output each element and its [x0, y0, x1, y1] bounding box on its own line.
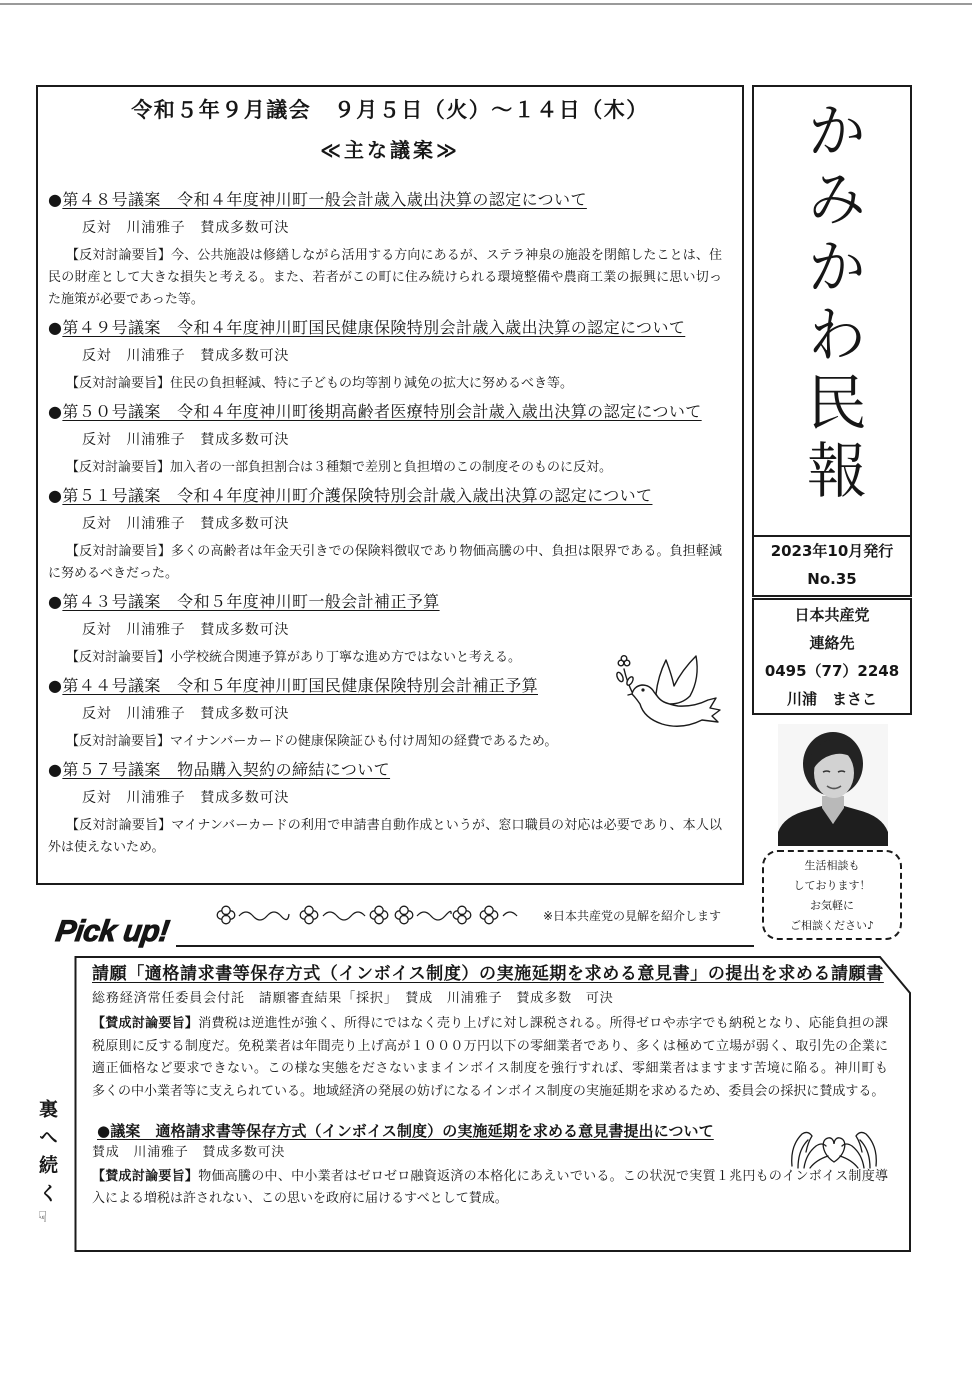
- discussion-line: [48, 289, 722, 311]
- discussion-line: [92, 1166, 888, 1188]
- discussion-text: 小学校統合関連予算があり丁寧な進め方ではないと考える。: [170, 650, 522, 665]
- discussion-line: [48, 815, 722, 837]
- discussion-text: 入による増税は許されない、この思いを政府に届けるすべとして賛成。: [92, 1191, 508, 1206]
- discussion-label: 【反対討論要旨】: [66, 376, 171, 391]
- bullet-icon: ●: [48, 592, 63, 611]
- bullet-icon: ●: [48, 402, 63, 421]
- petition-committee-result: 総務経済常任委員会付託 請願審査結果「採択」 賛成 川浦雅子 賛成多数 可決: [92, 991, 614, 1006]
- discussion-summary: [48, 541, 722, 585]
- petition-heading: 請願「適格請求書等保存方式（インボイス制度）の実施延期を求める意見書」の提出を求める請願書: [92, 964, 884, 984]
- bullet-icon: ●: [48, 760, 63, 779]
- vote-result: 反対 川浦雅子 賛成多数可決: [82, 706, 290, 722]
- agenda-subtitle: ≪主な議案≫: [320, 138, 460, 162]
- discussion-text: 税原則に反する制度だ。免税業者は年間売り上げ高が１０００万円以下の零細業者であり、多くは極めて立場が弱く、取引先の企業に: [92, 1038, 888, 1054]
- contact-name: 川浦 まさこ: [786, 690, 877, 708]
- agenda-item-title: 第４８号議案 令和４年度神川町一般会計歳入歳出決算の認定について: [62, 190, 587, 209]
- discussion-text: 多くの高齢者は年金天引きでの保険料徴収であり物価高騰の中、負担は限界である。負担軽減: [170, 544, 722, 559]
- masthead: [752, 85, 912, 597]
- agenda-item-title: 第４４号議案 令和５年度神川町国民健康保険特別会計補正予算: [62, 676, 538, 695]
- agenda-item-title: 第５１号議案 令和４年度神川町介護保険特別会計歳入歳出決算の認定について: [62, 486, 653, 505]
- discussion-line: [48, 563, 722, 585]
- newsletter-title: かみかわ民報: [797, 99, 867, 507]
- discussion-text: 加入者の一部負担割合は３種類で差別と負担増のこの制度そのものに反対。: [170, 460, 613, 475]
- discussion-text: 消費税は逆進性が強く、所得にではなく売り上げに対し課税される。所得ゼロや赤字でも納税となり、応能負担の課: [198, 1016, 888, 1031]
- discussion-line: [92, 1013, 888, 1036]
- vote-result: 反対 川浦雅子 賛成多数可決: [82, 348, 290, 364]
- masthead-title-cell: [754, 87, 910, 537]
- discussion-label: 【反対討論要旨】: [66, 818, 172, 833]
- discussion-label: 【反対討論要旨】: [66, 460, 171, 475]
- discussion-line: [92, 1188, 888, 1210]
- agenda-item-heading: [48, 482, 722, 510]
- bubble-line: お気軽に: [810, 899, 854, 912]
- agenda-item: [48, 756, 722, 859]
- agenda-item-title: 第５７号議案 物品購入契約の締結について: [62, 760, 391, 779]
- discussion-text: 今、公共施設は修繕しながら活用する方向にあるが、ステラ神泉の施設を閉館したことは、住: [171, 248, 722, 263]
- agenda-item: [48, 482, 722, 585]
- phone-number: 0495（77）2248: [764, 662, 900, 680]
- discussion-text: マイナンバーカードの利用で申請書自動作成というが、窓口職員の対応は必要であり、本人以: [171, 818, 722, 833]
- discussion-text: マイナンバーカードの健康保険証ひも付け周知の経費であるため。: [170, 734, 558, 749]
- motion-vote-result: 賛成 川浦雅子 賛成多数可決: [92, 1145, 286, 1160]
- agenda-item: [48, 398, 722, 479]
- party-name: 日本共産党: [794, 606, 870, 624]
- agenda-item: [48, 314, 722, 395]
- vote-result: 反対 川浦雅子 賛成多数可決: [82, 432, 290, 448]
- agenda-item-heading: [48, 588, 722, 616]
- discussion-line: [48, 837, 722, 859]
- agenda-item-heading: [48, 314, 722, 342]
- petition-discussion: [92, 1013, 888, 1104]
- dove-icon: [612, 650, 722, 736]
- discussion-line: [48, 267, 722, 289]
- vote-result: 反対 川浦雅子 賛成多数可決: [82, 220, 290, 236]
- vote-result: 反対 川浦雅子 賛成多数可決: [82, 790, 290, 806]
- discussion-text: 住民の負担軽減、特に子どもの均等割り減免の拡大に努めるべき等。: [170, 376, 574, 391]
- hand-pointing-down-icon: [38, 1208, 47, 1226]
- clover-vine-icon: [205, 900, 525, 930]
- discussion-line: [92, 1058, 888, 1081]
- bullet-icon: ●: [48, 318, 63, 337]
- agenda-item-title: 第５０号議案 令和４年度神川町後期高齢者医療特別会計歳入歳出決算の認定について: [62, 402, 702, 421]
- motion-heading: ●議案 適格請求書等保存方式（インボイス制度）の実施延期を求める意見書提出について: [97, 1122, 714, 1140]
- continued-on-back: 裏へ続く: [36, 1099, 58, 1211]
- portrait-photo: [778, 724, 888, 846]
- discussion-label: 【賛成討論要旨】: [92, 1169, 199, 1184]
- pickup-rule: [176, 945, 754, 947]
- bullet-icon: ●: [48, 676, 63, 695]
- discussion-label: 【反対討論要旨】: [66, 248, 172, 263]
- agenda-item-heading: [48, 398, 722, 426]
- bubble-line: しております！: [793, 879, 871, 892]
- issue-date: 2023年10月発行: [770, 542, 894, 560]
- vote-result: 反対 川浦雅子 賛成多数可決: [82, 622, 290, 638]
- heart-hands-icon: [786, 1122, 882, 1170]
- contact-box: [752, 598, 912, 715]
- bubble-line: 生活相談も: [804, 859, 860, 872]
- discussion-line: [48, 457, 722, 479]
- bullet-icon: ●: [48, 486, 63, 505]
- discussion-summary: [48, 373, 722, 395]
- agenda-title: 令和５年９月議会 ９月５日（火）～１４日（木）: [131, 98, 649, 122]
- agenda-list: [48, 186, 722, 862]
- issue-info: [754, 537, 910, 593]
- discussion-line: [92, 1036, 888, 1059]
- agenda-item-title: 第４９号議案 令和４年度神川町国民健康保険特別会計歳入歳出決算の認定について: [62, 318, 686, 337]
- agenda-item-heading: [48, 756, 722, 784]
- discussion-label: 【反対討論要旨】: [66, 650, 171, 665]
- bubble-line: ご相談ください♪: [789, 919, 875, 932]
- agenda-item: [48, 186, 722, 311]
- agenda-box: [36, 85, 744, 885]
- discussion-line: [92, 1081, 888, 1104]
- discussion-label: 【反対討論要旨】: [66, 734, 171, 749]
- issue-number: No.35: [807, 570, 857, 588]
- discussion-label: 【反対討論要旨】: [66, 544, 171, 559]
- discussion-label: 【賛成討論要旨】: [92, 1016, 199, 1031]
- discussion-line: [48, 245, 722, 267]
- agenda-item-heading: [48, 186, 722, 214]
- contact-label: 連絡先: [809, 634, 855, 652]
- discussion-line: [48, 373, 722, 395]
- discussion-summary: [48, 815, 722, 859]
- pickup-badge: Pick up!: [53, 915, 172, 948]
- discussion-text: 民の財産として大きな損失と考える。また、若者がこの町に住み続けられる環境整備や農商工業の振興に思い切っ: [48, 270, 722, 285]
- scan-edge: [0, 3, 972, 5]
- agenda-item-title: 第４３号議案 令和５年度神川町一般会計補正予算: [62, 592, 440, 611]
- discussion-text: 多くの中小業者等に支えられている。地域経済の発展の妨げになるインボイス制度の実施延期を求めるため、委員会の採択に賛成する。: [92, 1084, 885, 1100]
- discussion-line: [48, 541, 722, 563]
- bullet-icon: ●: [48, 190, 63, 209]
- discussion-summary: [48, 457, 722, 479]
- discussion-text: 適正価格など要求できない。この様な実態をださないままインボイス制度を強行すれば、零細業者はますます苦境に陥る。神川町も: [92, 1061, 888, 1077]
- consultation-bubble: [762, 850, 902, 940]
- discussion-text: た施策が必要であった等。: [48, 292, 204, 307]
- discussion-text: 物価高騰の中、中小業者はゼロゼロ融資返済の本格化にあえいでいる。この状況で実質１兆円ものインボイス制度導: [198, 1169, 888, 1184]
- vote-result: 反対 川浦雅子 賛成多数可決: [82, 516, 290, 532]
- discussion-text: 外は使えないため。: [48, 840, 165, 855]
- discussion-text: に努めるべきだった。: [48, 566, 179, 581]
- motion-discussion: [92, 1166, 888, 1210]
- pickup-note: ※日本共産党の見解を紹介します: [543, 909, 722, 923]
- discussion-summary: [48, 245, 722, 311]
